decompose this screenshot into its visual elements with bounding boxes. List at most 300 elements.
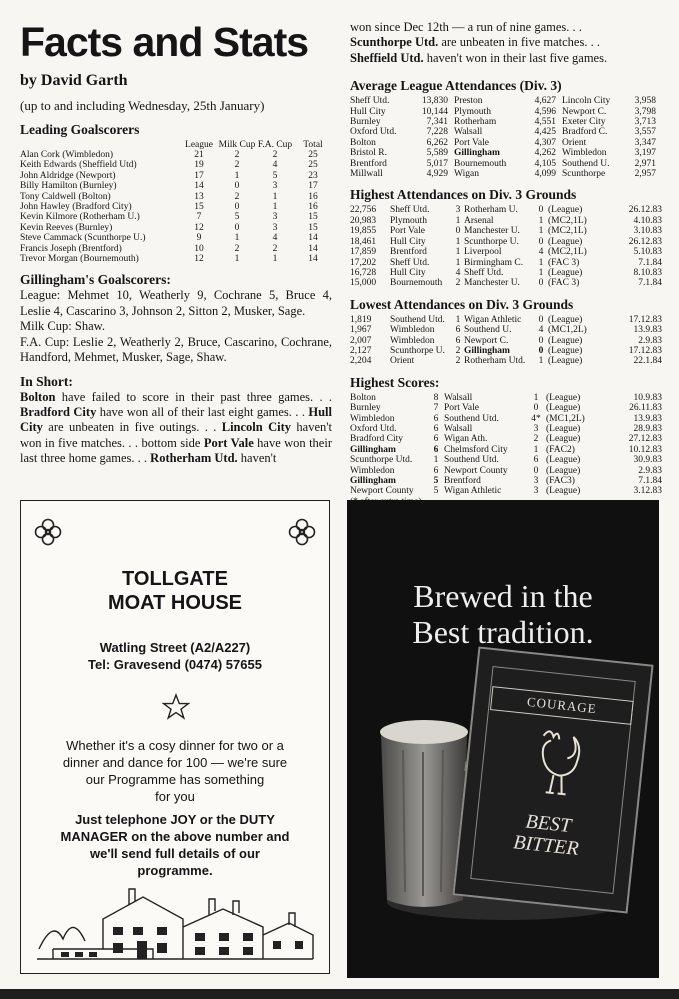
table-cell: 2,957 (634, 169, 656, 180)
table-cell: 18,461 (350, 236, 377, 247)
table-row (350, 138, 662, 148)
table-cell: 1 (455, 215, 461, 226)
table-row (350, 455, 662, 465)
table-cell: (League) (546, 392, 581, 403)
table-cell: 6 (433, 423, 439, 434)
table-cell: Birmingham C. (464, 257, 524, 268)
table-cell: Tony Caldwell (Bolton) (20, 191, 111, 202)
table-cell: (FAC2) (546, 444, 575, 455)
table-cell: 3,197 (634, 148, 656, 159)
table-cell: Plymouth (454, 106, 491, 117)
goalscorers-body (20, 150, 332, 264)
table-cell: Wigan Athletic (464, 314, 522, 325)
lowest-attendances-heading: Lowest Attendances on Div. 3 Grounds (350, 296, 574, 312)
label-brand: COURAGE (490, 686, 634, 725)
table-cell: 4 (272, 233, 278, 244)
table-cell: Scunthorpe Utd. (350, 455, 413, 466)
table-cell: 0 (538, 236, 544, 247)
table-cell: 1 (272, 202, 278, 213)
table-cell: 22.1.84 (633, 356, 662, 367)
average-attendances-heading: Average League Attendances (Div. 3) (350, 78, 562, 94)
table-cell: Oxford Utd. (350, 127, 397, 138)
table-cell: 17.12.83 (628, 345, 662, 356)
table-cell: Billy Hamilton (Burnley) (20, 181, 117, 192)
average-attendances-table (350, 96, 662, 179)
table-cell: 30.9.83 (633, 455, 662, 466)
table-cell: 12 (194, 254, 204, 265)
table-cell: (League) (548, 236, 583, 247)
advert-cta-line: programme. (137, 863, 213, 878)
table-cell: 19,855 (350, 226, 377, 237)
table-cell: Hull City (390, 236, 426, 247)
continued-team: Scunthorpe Utd. (350, 35, 439, 50)
table-cell: 13,830 (421, 96, 448, 107)
table-cell: 21 (194, 150, 204, 160)
table-cell: 5.10.83 (633, 247, 662, 258)
table-row (350, 424, 662, 434)
table-cell: Scunthorpe (562, 169, 606, 180)
table-cell: 3,713 (634, 117, 656, 128)
table-cell: 1 (272, 191, 278, 202)
continued-text: are unbeaten in five matches. . . (438, 35, 600, 50)
table-cell: Millwall (350, 169, 383, 180)
table-cell: 7.1.84 (638, 257, 662, 268)
table-cell: 1 (538, 215, 544, 226)
table-cell: Wimbledon (350, 465, 395, 476)
table-cell: 4 (455, 267, 461, 278)
table-row (350, 466, 662, 476)
highest-scores-table (350, 393, 662, 497)
table-cell: 12 (194, 222, 204, 233)
in-short-fact: have won all of their last eight games. . . (96, 404, 309, 419)
table-cell: 22,756 (350, 205, 377, 216)
table-cell: 7 (433, 403, 439, 414)
table-cell: 16,728 (350, 267, 377, 278)
table-cell: 7,228 (426, 127, 448, 138)
advert-body-line: our Programme has something (85, 772, 265, 787)
leading-goalscorers-section (20, 122, 332, 264)
table-cell: 16 (308, 191, 318, 202)
table-cell: 2 (272, 243, 278, 254)
table-cell: Burnley (350, 117, 381, 128)
table-cell: (League) (546, 423, 581, 434)
hotel-name: MOAT HOUSE (107, 592, 243, 614)
team-name: Bradford City (20, 404, 97, 419)
table-cell: 15,000 (350, 278, 377, 289)
team-name: Hull City (20, 404, 332, 435)
table-cell: Gillingham (454, 148, 500, 159)
table-cell: 3.12.83 (633, 486, 662, 497)
table-cell: Bournemouth (454, 158, 507, 169)
gillingham-scorers-section (20, 272, 332, 365)
table-cell: 3 (272, 212, 278, 223)
table-row (350, 356, 662, 366)
table-row (20, 233, 332, 243)
table-cell: 3 (533, 476, 539, 486)
table-cell: Wigan (454, 169, 479, 180)
in-short-fact: are unbeaten in five outings. . . (42, 420, 222, 435)
table-cell: 25 (308, 160, 318, 171)
table-cell: Bristol R. (350, 148, 387, 159)
table-cell: (MC2,1L) (548, 215, 587, 226)
table-row (350, 403, 662, 413)
table-cell: Southend Utd. (444, 455, 499, 466)
table-cell: 6 (455, 325, 461, 336)
continued-line: won since Dec 12th — a run of nine games. . . (350, 20, 582, 34)
average-attendances-section (350, 78, 662, 179)
label-bitter: BITTER (512, 831, 580, 861)
table-cell: 4,099 (534, 169, 556, 180)
table-row (350, 247, 662, 257)
team-name: Rotherham Utd. (150, 451, 238, 466)
table-cell: 4,262 (534, 148, 556, 159)
table-cell: 7 (196, 212, 202, 223)
continued-team: Sheffield Utd. (350, 50, 424, 65)
highest-attendances-body (350, 205, 662, 288)
table-cell: 16 (308, 202, 318, 213)
table-cell: 27.12.83 (628, 434, 662, 445)
table-row (20, 202, 332, 212)
table-cell: Wigan Athletic (444, 486, 502, 497)
table-cell: 3,347 (634, 137, 656, 148)
average-attendances-body (350, 96, 662, 179)
table-cell: 0 (538, 278, 544, 289)
table-cell: 8.10.83 (633, 267, 662, 278)
team-name: Lincoln City (221, 420, 292, 435)
table-cell: 10.9.83 (633, 392, 662, 403)
table-cell: Wimbledon (390, 335, 435, 346)
table-cell: 0 (234, 181, 240, 192)
table-cell: (League) (548, 356, 583, 367)
table-cell: 3 (455, 205, 461, 216)
table-row (350, 336, 662, 346)
table-cell: 2 (234, 150, 240, 160)
tollgate-advert (20, 500, 330, 974)
hotel-telephone: Tel: Gravesend (0474) 57655 (88, 657, 262, 672)
table-cell: 5 (234, 212, 240, 223)
table-cell: 1,967 (350, 325, 372, 336)
table-row (350, 393, 662, 403)
table-cell: Brentford (390, 247, 427, 258)
table-cell: 10.12.83 (628, 444, 662, 455)
table-row (350, 414, 662, 424)
table-cell: 3.10.83 (633, 226, 662, 237)
table-cell: (League) (548, 205, 583, 216)
table-cell: 5,589 (426, 148, 448, 159)
table-row (350, 476, 662, 486)
table-cell: (League) (548, 314, 583, 325)
table-cell: Wimbledon (562, 148, 607, 159)
table-cell: 3 (272, 222, 278, 233)
table-cell: 17 (308, 181, 318, 192)
table-cell: John Aldridge (Newport) (20, 170, 116, 181)
table-cell: Chelmsford City (444, 444, 508, 455)
table-cell: 13 (194, 191, 204, 202)
hotel-name: TOLLGATE (122, 568, 228, 590)
table-cell: Walsall (444, 392, 473, 403)
table-cell: Bradford C. (562, 127, 608, 138)
table-cell: (League) (546, 465, 581, 476)
milk-cup-scorers: Milk Cup: Shaw. (20, 319, 105, 334)
table-cell: (League) (548, 335, 583, 346)
table-cell: 17 (194, 170, 204, 181)
team-name: Bolton (20, 389, 56, 404)
table-cell: 6 (433, 413, 439, 424)
table-cell: 0 (538, 314, 544, 325)
table-cell: 8 (433, 392, 439, 403)
courage-advert (347, 500, 659, 978)
table-cell: 17,202 (350, 257, 377, 268)
table-cell: (MC2,1L) (548, 247, 587, 258)
table-cell: 17,859 (350, 247, 377, 258)
table-cell: Alan Cork (Wimbledon) (20, 150, 114, 160)
table-cell: (MC1,2L) (548, 325, 587, 336)
table-cell: 26.12.83 (628, 236, 662, 247)
fa-cup-scorers: F.A. Cup: Leslie 2, Weatherly 2, Bruce, Cascarino, Cochrane, Handford, Mehmet, Musker, Sage, Shaw. (20, 334, 332, 365)
table-cell: Bolton (350, 137, 376, 148)
table-cell: 1 (538, 267, 544, 278)
table-row (350, 117, 662, 127)
table-row (350, 169, 662, 179)
table-cell: 4,929 (426, 169, 448, 180)
left-column (20, 20, 332, 467)
table-cell: (League) (548, 345, 583, 356)
table-row (350, 107, 662, 117)
table-cell: 2,204 (350, 356, 372, 367)
table-cell: Brentford (444, 476, 481, 486)
highest-scores-body (350, 393, 662, 497)
highest-attendances-heading: Highest Attendances on Div. 3 Grounds (350, 187, 577, 203)
continued-text: haven't won in their last five games. (423, 50, 608, 65)
table-cell: 6 (455, 335, 461, 346)
table-cell: (MC2,1L) (548, 226, 587, 237)
table-cell: Port Vale (390, 226, 425, 237)
table-row (20, 254, 332, 264)
advert-cta-line: MANAGER on the above number and (60, 829, 290, 844)
table-cell: 0 (533, 403, 539, 414)
table-cell: Newport County (350, 486, 414, 497)
table-cell: (League) (546, 455, 581, 466)
leading-goalscorers-heading: Leading Goalscorers (20, 122, 140, 137)
table-cell: 5 (272, 170, 278, 181)
slogan-line: Best tradition. (412, 614, 594, 650)
highest-attendances-section (350, 187, 662, 288)
table-cell: 2,127 (350, 345, 372, 356)
table-row (20, 181, 332, 191)
in-short-continued (350, 20, 662, 66)
table-cell: Kevin Kilmore (Rotherham U.) (20, 212, 140, 223)
advert-body-line: for you (155, 789, 195, 804)
table-cell: Newport County (444, 465, 508, 476)
table-cell: 10 (194, 243, 204, 254)
table-cell: (League) (546, 434, 581, 445)
table-cell: 2 (234, 243, 240, 254)
table-cell: 28.9.83 (633, 423, 662, 434)
star-icon (162, 693, 190, 721)
table-cell: Gillingham (464, 345, 510, 356)
table-cell: Burnley (350, 403, 381, 414)
table-cell: 1 (234, 233, 240, 244)
table-cell: 2 (234, 191, 240, 202)
table-cell: Bradford City (350, 434, 404, 445)
table-cell: Hull City (350, 106, 386, 117)
table-cell: Port Vale (444, 403, 479, 414)
page-title: Facts and Stats (20, 19, 309, 65)
table-cell: 13.9.83 (633, 325, 662, 336)
table-cell: 7,341 (426, 117, 448, 128)
table-cell: Bolton (350, 392, 376, 403)
table-row (350, 434, 662, 444)
table-cell: 5,017 (426, 158, 448, 169)
table-cell: Sheff Utd. (464, 267, 504, 278)
table-cell: Liverpool (464, 247, 502, 258)
bitter-bottle-label (452, 646, 653, 913)
table-cell: (MC1,2L) (546, 413, 585, 424)
table-cell: Keith Edwards (Sheffield Utd) (20, 160, 137, 171)
table-cell: Bournemouth (390, 278, 443, 289)
col-fa-cup: F.A. Cup (257, 140, 293, 150)
table-row (20, 212, 332, 222)
table-cell: 1 (455, 236, 461, 247)
table-cell: Brentford (350, 158, 387, 169)
table-row (350, 159, 662, 169)
table-cell: 14 (194, 181, 204, 192)
table-cell: (FAC 3) (548, 278, 580, 289)
lowest-attendances-table (350, 315, 662, 367)
table-cell: 2 (455, 345, 461, 356)
table-cell: 0 (234, 222, 240, 233)
in-short-text (20, 390, 332, 467)
in-short-fact: have failed to score in their past three games. . . (55, 389, 332, 404)
table-cell: (League) (548, 267, 583, 278)
table-cell: Plymouth (390, 215, 427, 226)
table-cell: 6,262 (426, 137, 448, 148)
table-cell: 4 (272, 160, 278, 171)
table-row (350, 216, 662, 226)
table-row (20, 171, 332, 181)
table-cell: 2,971 (634, 158, 656, 169)
table-cell: (League) (546, 486, 581, 497)
right-column (350, 20, 662, 507)
table-row (350, 445, 662, 455)
table-cell: 1 (538, 356, 544, 367)
table-cell: Walsall (444, 423, 473, 434)
highest-attendances-table (350, 205, 662, 288)
table-cell: 1 (433, 455, 439, 466)
team-name: Port Vale (203, 435, 254, 450)
col-league: League (185, 140, 213, 150)
table-cell: Manchester U. (464, 226, 520, 237)
table-row (350, 258, 662, 268)
table-cell: 0 (455, 226, 461, 237)
table-cell: 4* (531, 413, 541, 424)
table-cell: 3 (272, 181, 278, 192)
table-cell: 7.1.84 (638, 476, 662, 486)
table-cell: 1 (455, 314, 461, 325)
table-cell: Steve Cammack (Scunthorpe U.) (20, 233, 146, 244)
table-cell: Southend U. (562, 158, 610, 169)
table-cell: 4,596 (534, 106, 556, 117)
label-best: BEST (524, 810, 573, 838)
col-milk-cup: Milk Cup (218, 140, 256, 150)
table-cell: 3,557 (634, 127, 656, 138)
table-cell: 1 (533, 392, 539, 403)
table-row (350, 346, 662, 356)
table-cell: 2.9.83 (638, 465, 662, 476)
table-cell: 3 (533, 486, 539, 497)
table-cell: 4,551 (534, 117, 556, 128)
table-cell: Scunthorpe U. (390, 345, 445, 356)
table-cell: 0 (234, 202, 240, 213)
table-cell: 2 (455, 278, 461, 289)
in-short-fact: haven't won in five matches. . . bottom side (20, 420, 333, 450)
table-row (20, 150, 332, 160)
table-cell: Southend Utd. (444, 413, 499, 424)
table-cell: 3 (533, 423, 539, 434)
table-cell: 25 (308, 150, 318, 160)
table-cell: Orient (562, 137, 587, 148)
table-cell: 2 (533, 434, 539, 445)
table-cell: 2.9.83 (638, 335, 662, 346)
table-cell: 3,798 (634, 106, 656, 117)
table-cell: 1 (272, 254, 278, 265)
byline: by David Garth (20, 72, 128, 89)
hotel-building-illustration (33, 879, 317, 965)
table-row (350, 148, 662, 158)
table-row (350, 268, 662, 278)
table-row (350, 237, 662, 247)
table-row (350, 325, 662, 335)
table-cell: Orient (390, 356, 415, 367)
table-cell: 1 (234, 254, 240, 265)
table-cell: Wimbledon (350, 413, 395, 424)
table-cell: 4.10.83 (633, 215, 662, 226)
table-cell: 26.12.83 (628, 205, 662, 216)
table-cell: 2 (234, 160, 240, 171)
table-cell: 2 (272, 150, 278, 160)
table-cell: (FAC3) (546, 476, 575, 486)
table-cell: 1 (533, 444, 539, 455)
table-cell: Scunthorpe U. (464, 236, 519, 247)
table-cell: Hull City (390, 267, 426, 278)
table-cell: Sheff Utd. (390, 257, 430, 268)
table-cell: (FAC 3) (548, 257, 580, 268)
table-cell: 4,105 (534, 158, 556, 169)
highest-scores-section (350, 375, 662, 507)
table-cell: 19 (194, 160, 204, 171)
table-cell: 23 (308, 170, 318, 181)
lowest-attendances-body (350, 315, 662, 367)
advert-slogan (347, 578, 659, 650)
advert-body (21, 737, 329, 805)
slogan-line: Brewed in the (413, 578, 593, 614)
table-cell: 1 (538, 257, 544, 268)
table-row (350, 278, 662, 288)
table-cell: 14 (308, 254, 318, 265)
table-cell: 1 (538, 226, 544, 237)
table-cell: 15 (194, 202, 204, 213)
gillingham-scorers-heading: Gillingham's Goalscorers: (20, 272, 171, 288)
table-cell: 9 (196, 233, 202, 244)
advert-body-line: dinner and dance for 100 — we're sure (62, 755, 288, 770)
table-cell: Francis Joseph (Brentford) (20, 243, 122, 254)
table-cell: Lincoln City (562, 96, 611, 107)
table-cell: Wigan Ath. (444, 434, 488, 445)
table-cell: Sheff Utd. (350, 96, 390, 107)
table-cell: Southend U. (464, 325, 512, 336)
table-cell: 15 (308, 212, 318, 223)
table-cell: 15 (308, 222, 318, 233)
